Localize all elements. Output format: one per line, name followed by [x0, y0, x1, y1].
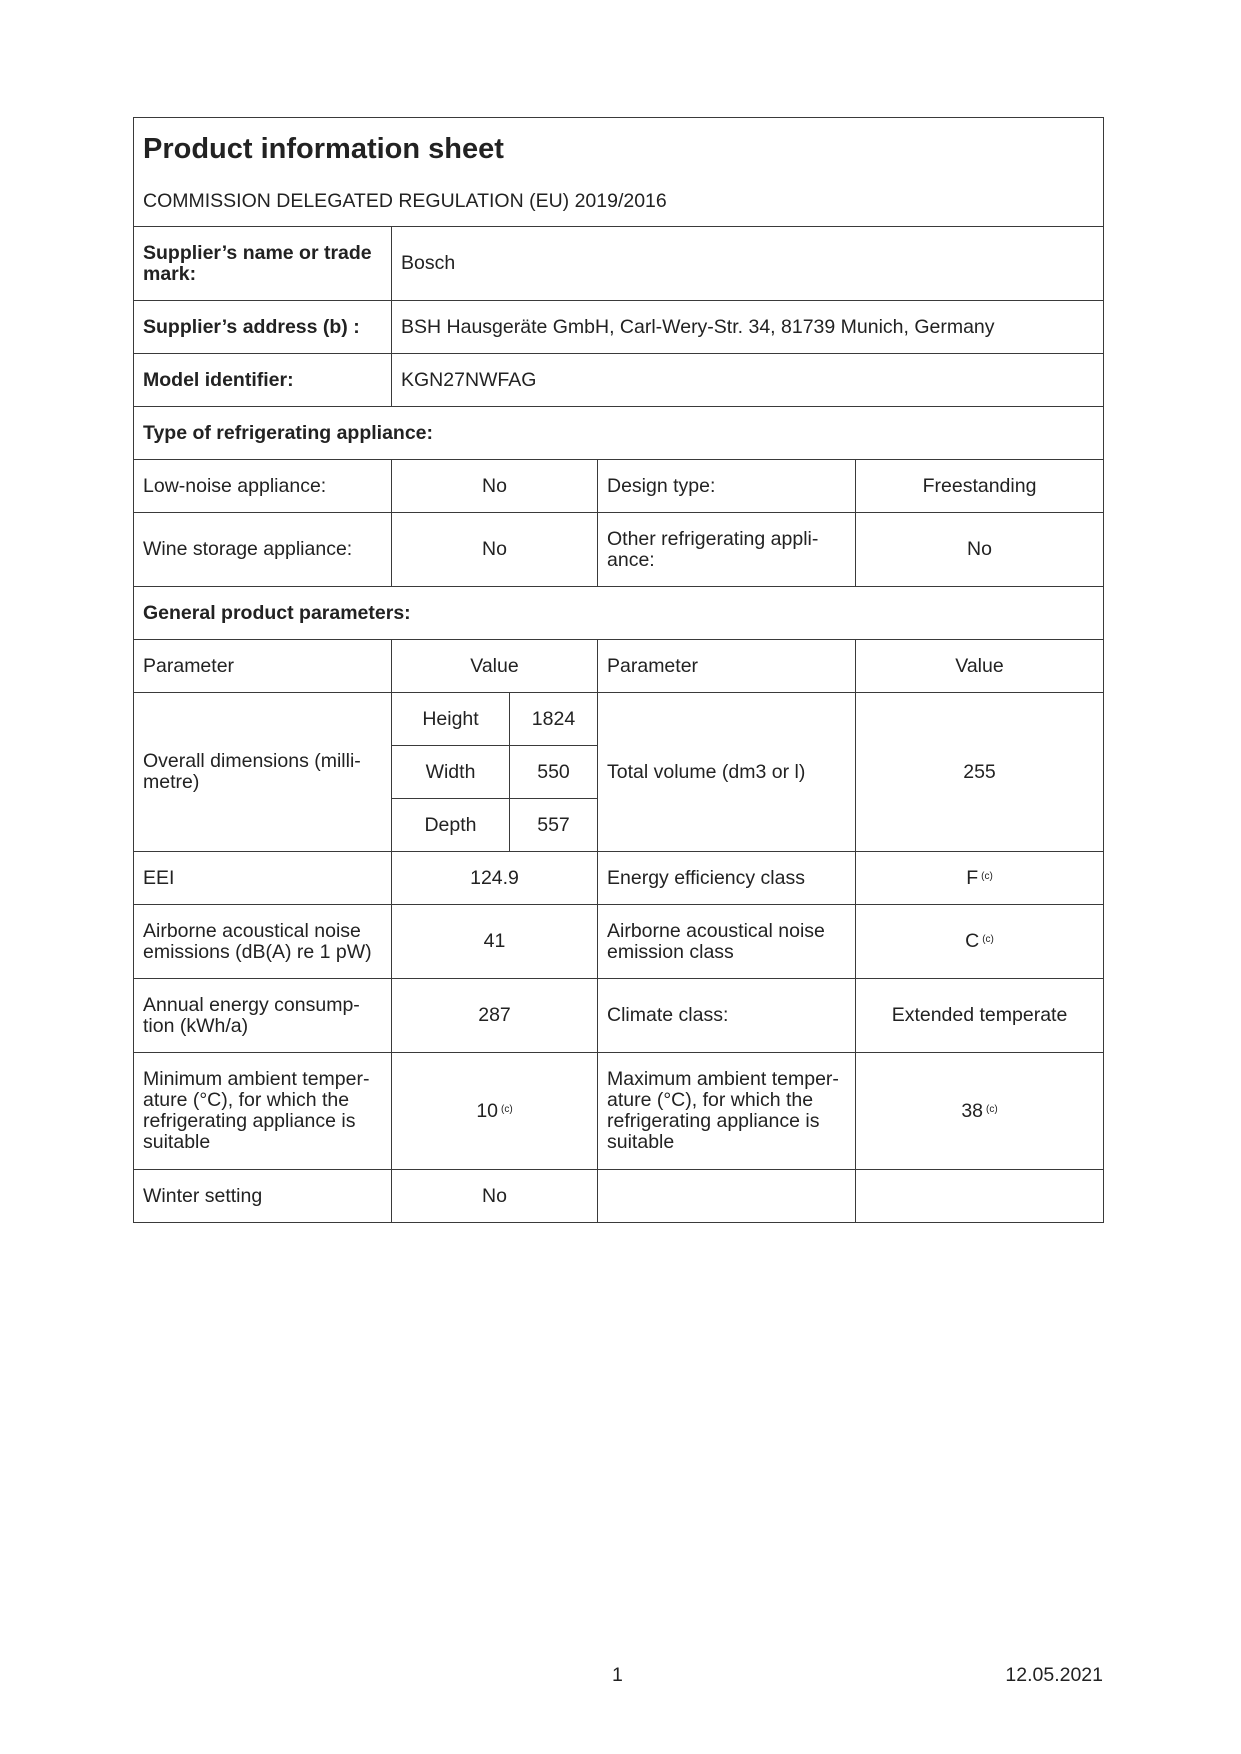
energy-class-cell	[856, 852, 1104, 905]
max-temp-label: Maximum ambient temper-ature (°C), for which the refrigerating appliance is suitable	[598, 1053, 856, 1170]
supplier-name-value: Bosch	[392, 227, 1104, 301]
eei-row	[134, 852, 1104, 905]
other-appliance-value: No	[856, 513, 1104, 587]
noise-label: Airborne acoustical noise emissions (dB(A) re 1 pW)	[134, 905, 392, 979]
parameter-header-1: Parameter	[134, 640, 392, 693]
parameter-header-2: Parameter	[598, 640, 856, 693]
product-information-sheet	[133, 117, 1103, 1223]
eei-value: 124.9	[392, 852, 598, 905]
empty-cell-2	[856, 1170, 1104, 1223]
climate-value: Extended temperate	[856, 979, 1104, 1053]
volume-value: 255	[856, 693, 1104, 852]
min-temp-note: (c)	[501, 1103, 513, 1115]
volume-label: Total volume (dm3 or l)	[598, 693, 856, 852]
winter-row	[134, 1170, 1104, 1223]
annual-value: 287	[392, 979, 598, 1053]
min-temp-cell	[392, 1053, 598, 1170]
max-temp-cell	[856, 1053, 1104, 1170]
design-type-label: Design type:	[598, 460, 856, 513]
parameter-header-row	[134, 640, 1104, 693]
winter-value: No	[392, 1170, 598, 1223]
width-value: 550	[510, 746, 598, 799]
low-noise-label: Low-noise appliance:	[134, 460, 392, 513]
supplier-name-row	[134, 227, 1104, 301]
model-label: Model identifier:	[134, 354, 392, 407]
regulation-text: COMMISSION DELEGATED REGULATION (EU) 2019/2016	[143, 190, 667, 212]
design-type-value: Freestanding	[856, 460, 1104, 513]
wine-row	[134, 513, 1104, 587]
model-row	[134, 354, 1104, 407]
title-row	[134, 118, 1104, 227]
temperature-row	[134, 1053, 1104, 1170]
value-header-1: Value	[392, 640, 598, 693]
model-value: KGN27NWFAG	[392, 354, 1104, 407]
height-row	[134, 693, 1104, 746]
low-noise-row	[134, 460, 1104, 513]
wine-value: No	[392, 513, 598, 587]
title-cell	[134, 118, 1104, 227]
supplier-address-value: BSH Hausgeräte GmbH, Carl-Wery-Str. 34, 81739 Munich, Germany	[392, 301, 1104, 354]
general-heading: General product parameters:	[134, 587, 1104, 640]
info-table	[133, 117, 1104, 1223]
supplier-address-row	[134, 301, 1104, 354]
noise-class-note: (c)	[982, 934, 994, 945]
type-heading-row	[134, 407, 1104, 460]
height-value: 1824	[510, 693, 598, 746]
depth-label: Depth	[392, 799, 510, 852]
noise-class-label: Airborne acoustical noise emission class	[598, 905, 856, 979]
energy-class-value: F	[966, 866, 979, 889]
other-appliance-label: Other refrigerating appli-ance:	[598, 513, 856, 587]
winter-label: Winter setting	[134, 1170, 392, 1223]
footer-date: 12.05.2021	[1005, 1664, 1103, 1686]
noise-value: 41	[392, 905, 598, 979]
width-label: Width	[392, 746, 510, 799]
noise-class-cell	[856, 905, 1104, 979]
energy-class-label: Energy efficiency class	[598, 852, 856, 905]
page-number: 1	[612, 1664, 623, 1686]
supplier-name-label: Supplier’s name or trade mark:	[134, 227, 392, 301]
noise-row	[134, 905, 1104, 979]
noise-class-value: C	[965, 930, 980, 952]
type-heading: Type of refrigerating appliance:	[134, 407, 1104, 460]
max-temp-note: (c)	[986, 1103, 998, 1115]
annual-row	[134, 979, 1104, 1053]
min-temp-value: 10	[476, 1099, 499, 1122]
wine-label: Wine storage appliance:	[134, 513, 392, 587]
depth-value: 557	[510, 799, 598, 852]
low-noise-value: No	[392, 460, 598, 513]
min-temp-label: Minimum ambient temper-ature (°C), for which the refrigerating appliance is suitable	[134, 1053, 392, 1170]
dimensions-label: Overall dimensions (milli-metre)	[134, 693, 392, 852]
value-header-2: Value	[856, 640, 1104, 693]
supplier-address-label: Supplier’s address (b) :	[134, 301, 392, 354]
eei-label: EEI	[134, 852, 392, 905]
annual-label: Annual energy consump-tion (kWh/a)	[134, 979, 392, 1053]
climate-label: Climate class:	[598, 979, 856, 1053]
max-temp-value: 38	[961, 1099, 984, 1122]
height-label: Height	[392, 693, 510, 746]
general-heading-row	[134, 587, 1104, 640]
energy-class-note: (c)	[981, 870, 993, 882]
sheet-title: Product information sheet	[143, 133, 504, 165]
empty-cell-1	[598, 1170, 856, 1223]
